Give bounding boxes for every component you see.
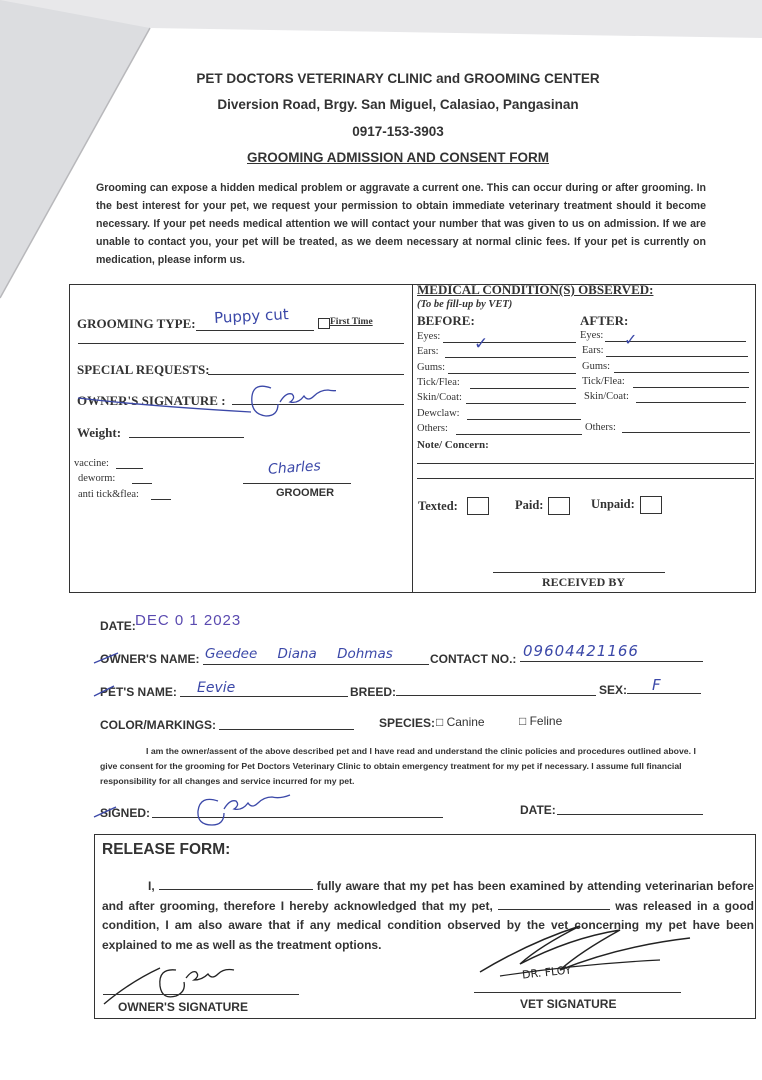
before-skin-line <box>466 403 576 404</box>
note-line-1 <box>417 463 754 464</box>
before-ears-check: ✓ <box>474 334 489 354</box>
release-owner-signature-line <box>103 994 299 995</box>
before-eyes-label: Eyes: <box>417 331 441 342</box>
medical-title: MEDICAL CONDITION(S) OBSERVED: <box>417 282 654 297</box>
after-gums-line <box>614 372 749 373</box>
anti-tick-line <box>151 499 171 500</box>
vet-signature-name: DR. FLOY <box>521 963 573 982</box>
pets-name-value[interactable]: Eevie <box>197 680 236 696</box>
groomer-line <box>243 483 351 484</box>
special-requests-line <box>208 374 404 375</box>
vet-signature-label: VET SIGNATURE <box>520 997 617 1011</box>
before-tick-label: Tick/Flea: <box>417 377 460 388</box>
breed-line <box>396 695 596 696</box>
owners-name-label: OWNER'S NAME: <box>100 652 200 666</box>
release-text-2: fully aware that my pet has been examined by attending veterinarian before and after grooming, therefore I hereby acknowledged that my pet, <box>102 879 754 913</box>
release-owner-signature-label: OWNER'S SIGNATURE <box>118 1000 248 1014</box>
canine-option[interactable]: □ Canine <box>436 715 485 729</box>
signed-label: SIGNED: <box>100 806 151 820</box>
intro-paragraph: Grooming can expose a hidden medical problem or aggravate a current one. This can occur during or after grooming. In the best interest for your pet, we request your permission to obtain immediate veterinary treatment should it become necessary. If your pet needs medical attention we will contact your number that was given to us on admission. If we are unable to contact you, your pet will be treated, as we deem necessary at normal clinic fees. If your pet is currently on medication, please inform us. <box>96 182 706 266</box>
note-label: Note/ Concern: <box>417 439 489 451</box>
date-stamp: DEC 0 1 2023 <box>135 612 242 629</box>
after-gums-label: Gums: <box>582 361 611 372</box>
owner-signature-label: OWNER'S SIGNATURE : <box>77 393 226 408</box>
signed-date-label: DATE: <box>520 803 556 817</box>
sex-line <box>627 693 701 694</box>
contact-label: CONTACT NO.: <box>430 652 517 666</box>
release-owner-name-blank[interactable] <box>159 878 313 890</box>
signed-date-line <box>557 814 703 815</box>
consent-paragraph: I am the owner/assent of the above described pet and I have read and understand the clinic policies and procedures outlined above. I give consent for the grooming for Pet Doctors Veterinary Clinic to obtain emergency treatment for my pet if necessary. I assume full financial responsibility for all changes and service incurred for my pet. <box>100 746 696 786</box>
after-eyes-label: Eyes: <box>580 330 604 341</box>
before-dewclaw-line <box>467 419 581 420</box>
vet-signature-drawing <box>460 912 710 992</box>
after-ears-check: ✓ <box>624 330 638 349</box>
paid-checkbox[interactable] <box>548 497 570 515</box>
weight-label: Weight: <box>77 425 122 440</box>
before-label: BEFORE: <box>417 313 475 328</box>
release-pet-name-blank[interactable] <box>498 898 610 910</box>
vet-signature-line <box>474 992 681 993</box>
owners-name-strike <box>92 650 122 666</box>
note-line-2 <box>417 478 754 479</box>
grooming-type-value[interactable]: Puppy cut <box>213 305 290 327</box>
contact-line <box>520 661 703 662</box>
grooming-type-line <box>196 330 314 331</box>
first-time-checkbox[interactable] <box>318 318 330 329</box>
breed-label: BREED: <box>350 685 397 699</box>
clinic-address: Diversion Road, Brgy. San Miguel, Calasiao, Pangasinan <box>217 97 579 112</box>
release-title: RELEASE FORM: <box>102 841 231 858</box>
before-dewclaw-label: Dewclaw: <box>417 408 460 419</box>
feline-option[interactable]: □ Feline <box>519 714 563 728</box>
first-time-label: First Time <box>330 317 373 327</box>
deworm-label: deworm: <box>78 473 116 484</box>
after-tick-line <box>633 387 749 388</box>
after-skin-line <box>636 402 746 403</box>
pets-name-line <box>180 696 348 697</box>
form-title: GROOMING ADMISSION AND CONSENT FORM <box>247 150 549 165</box>
owners-name-line <box>203 664 429 665</box>
grooming-type-label: GROOMING TYPE: <box>77 316 196 331</box>
grooming-type-line-2 <box>78 343 404 344</box>
medical-subtitle: (To be fill-up by VET) <box>417 299 513 310</box>
after-others-line <box>622 432 750 433</box>
before-tick-line <box>470 388 576 389</box>
paid-label: Paid: <box>515 498 544 512</box>
vaccine-label: vaccine: <box>74 458 109 469</box>
before-ears-label: Ears: <box>417 346 439 357</box>
after-others-label: Others: <box>585 422 616 433</box>
after-ears-label: Ears: <box>582 345 604 356</box>
texted-label: Texted: <box>418 499 458 513</box>
release-text-3: was released in a good condition, I am also aware that if any medical condition observed by the vet concerning my pet have been explained to me as well as the treatment options. <box>102 898 754 952</box>
before-others-line <box>456 434 582 435</box>
after-tick-label: Tick/Flea: <box>582 376 625 387</box>
texted-checkbox[interactable] <box>467 497 489 515</box>
received-by-label: RECEIVED BY <box>542 575 626 589</box>
signed-signature-drawing <box>90 787 300 829</box>
color-markings-label: COLOR/MARKINGS: <box>100 718 216 732</box>
before-gums-label: Gums: <box>417 362 446 373</box>
owners-name-value[interactable]: Geedee Diana Dohmas <box>205 646 393 662</box>
color-markings-line <box>219 729 354 730</box>
before-skin-label: Skin/Coat: <box>417 392 462 403</box>
unpaid-checkbox[interactable] <box>640 496 662 514</box>
received-by-line <box>493 572 665 573</box>
panel-divider <box>412 284 413 592</box>
after-ears-line <box>606 356 748 357</box>
anti-tick-label: anti tick&flea: <box>78 489 139 500</box>
release-text-1: I, <box>148 879 155 893</box>
before-others-label: Others: <box>417 423 448 434</box>
before-gums-line <box>448 373 576 374</box>
vaccine-line <box>116 468 143 469</box>
weight-line <box>129 437 244 438</box>
sex-label: SEX: <box>599 683 628 697</box>
contact-value[interactable]: 09604421166 <box>523 642 639 660</box>
pets-name-strike <box>92 683 118 699</box>
before-ears-line <box>445 357 576 358</box>
clinic-phone: 0917-153-3903 <box>352 124 444 139</box>
before-eyes-line <box>443 342 576 343</box>
clinic-name: PET DOCTORS VETERINARY CLINIC and GROOMING CENTER <box>196 71 600 86</box>
groomer-label: GROOMER <box>276 487 335 499</box>
pets-name-label: PET'S NAME: <box>100 685 177 699</box>
after-label: AFTER: <box>580 313 629 328</box>
special-requests-label: SPECIAL REQUESTS: <box>77 362 210 377</box>
date-label: DATE: <box>100 619 136 633</box>
deworm-line <box>132 483 152 484</box>
sex-value[interactable]: F <box>652 676 661 694</box>
unpaid-label: Unpaid: <box>591 497 635 511</box>
owner-signature-drawing <box>66 376 336 426</box>
after-skin-label: Skin/Coat: <box>584 391 629 402</box>
species-label: SPECIES: <box>379 716 436 730</box>
groomer-signature: Charles <box>267 458 322 478</box>
